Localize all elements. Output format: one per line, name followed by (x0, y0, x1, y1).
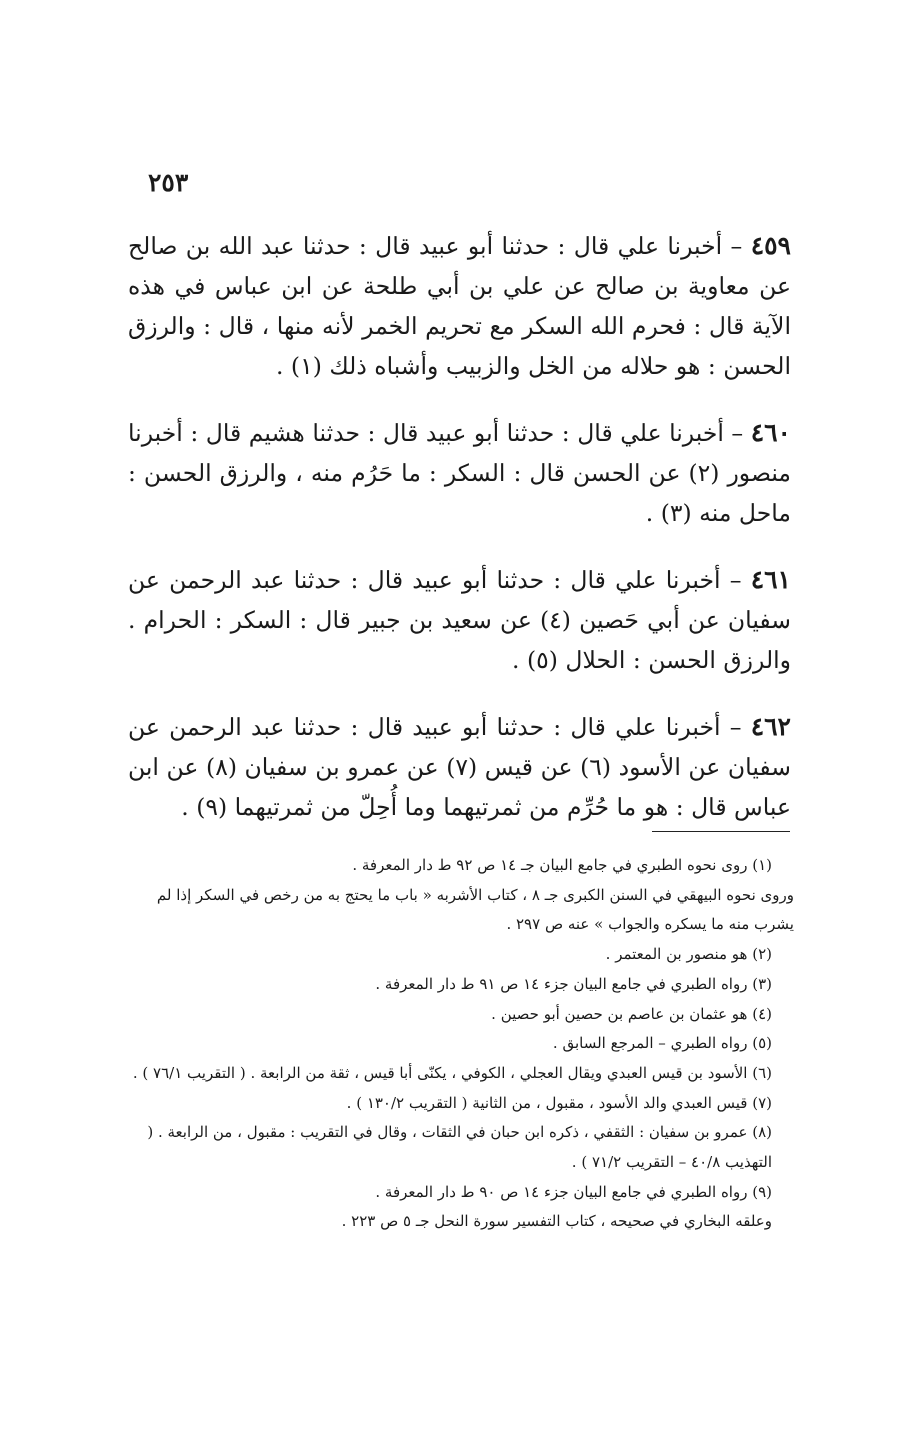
hadith-number: ٤٥٩ (750, 231, 791, 260)
hadith-text: – أخبرنا علي قال : حدثنا أبو عبيد قال : حدثنا عبد الرحمن عن سفيان عن أبي حَصين (٤) عن سعيد بن جبير قال : السكر : الحرام . والرزق الحسن : الحلال (٥) . (128, 566, 791, 674)
footnote-1-continued: وروى نحوه البيهقي في السنن الكبرى جـ ٨ ، كتاب الأشربه « باب ما يحتج به من رخص في السكر إذا لم يشرب منه ما يسكره والجواب » عنه ص ٢٩٧ . (156, 885, 794, 934)
hadith-text: – أخبرنا علي قال : حدثنا أبو عبيد قال : حدثنا هشيم قال : أخبرنا منصور (٢) عن الحسن قال : السكر : ما حَرُم منه ، والرزق الحسن : ماحل منه (٣) . (128, 419, 792, 527)
hadith-number: ٤٦١ (750, 565, 791, 594)
footnote-7: (٧) قيس العبدي والد الأسود ، مقبول ، من الثانية ( التقريب ١٣٠/٢ ) . (346, 1093, 772, 1112)
footnote-1: (١) روى نحوه الطبري في جامع البيان جـ ١٤ ص ٩٢ ط دار المعرفة . (352, 856, 772, 874)
hadith-text: – أخبرنا علي قال : حدثنا أبو عبيد قال : حدثنا عبد الرحمن عن سفيان عن الأسود (٦) عن قيس (٧) عن عمرو بن سفيان (٨) عن ابن عباس قال : هو ما حُرِّم من ثمرتيهما وما أُحِلّ من ثمرتيهما (٩) . (128, 713, 791, 821)
footnote-9-continued: وعلقه البخاري في صحيحه ، كتاب التفسير سورة النحل جـ ٥ ص ٢٢٣ . (341, 1212, 772, 1231)
footnote-9: (٩) رواه الطبري في جامع البيان جزء ١٤ ص ٩٠ ط دار المعرفة . (375, 1182, 772, 1201)
footnote-8: (٨) عمرو بن سفيان : الثقفي ، ذكره ابن حبان في الثقات ، وقال في التقريب : مقبول ، من الرابعة . ( التهذيب ٤٠/٨ – التقريب ٧١/٢ ) . (147, 1123, 772, 1172)
hadith-number: ٤٦٢ (750, 712, 791, 741)
hadith-461 (128, 560, 791, 680)
footnote-6: (٦) الأسود بن قيس العبدي ويقال العجلي ، الكوفي ، يكنّى أبا قيس ، ثقة من الرابعة . ( التقريب ٧٦/١ ) . (132, 1063, 772, 1082)
footnote-5: (٥) رواه الطبري – المرجع السابق . (552, 1034, 772, 1053)
hadith-number: ٤٦٠ (750, 418, 791, 447)
footnote-2: (٢) هو منصور بن المعتمر . (605, 945, 772, 964)
footnote-divider (652, 831, 790, 832)
page-number: ٢٥٣ (148, 168, 189, 197)
footnote-3: (٣) رواه الطبري في جامع البيان جزء ١٤ ص ٩١ ط دار المعرفة . (375, 974, 772, 993)
hadith-462 (128, 707, 791, 827)
footnote-4: (٤) هو عثمان بن عاصم بن حصين أبو حصين . (491, 1004, 772, 1023)
hadith-text: – أخبرنا علي قال : حدثنا أبو عبيد قال : حدثنا عبد الله بن صالح عن معاوية بن صالح عن علي بن أبي طلحة عن ابن عباس في هذه الآية قال : فحرم الله السكر مع تحريم الخمر لأنه منها ، قال : والرزق الحسن : هو حلاله من الخل والزبيب وأشباه ذلك (١) . (128, 232, 791, 380)
footnotes (126, 851, 794, 1237)
main-text (128, 226, 791, 854)
hadith-460 (128, 413, 791, 533)
hadith-459 (128, 226, 791, 386)
